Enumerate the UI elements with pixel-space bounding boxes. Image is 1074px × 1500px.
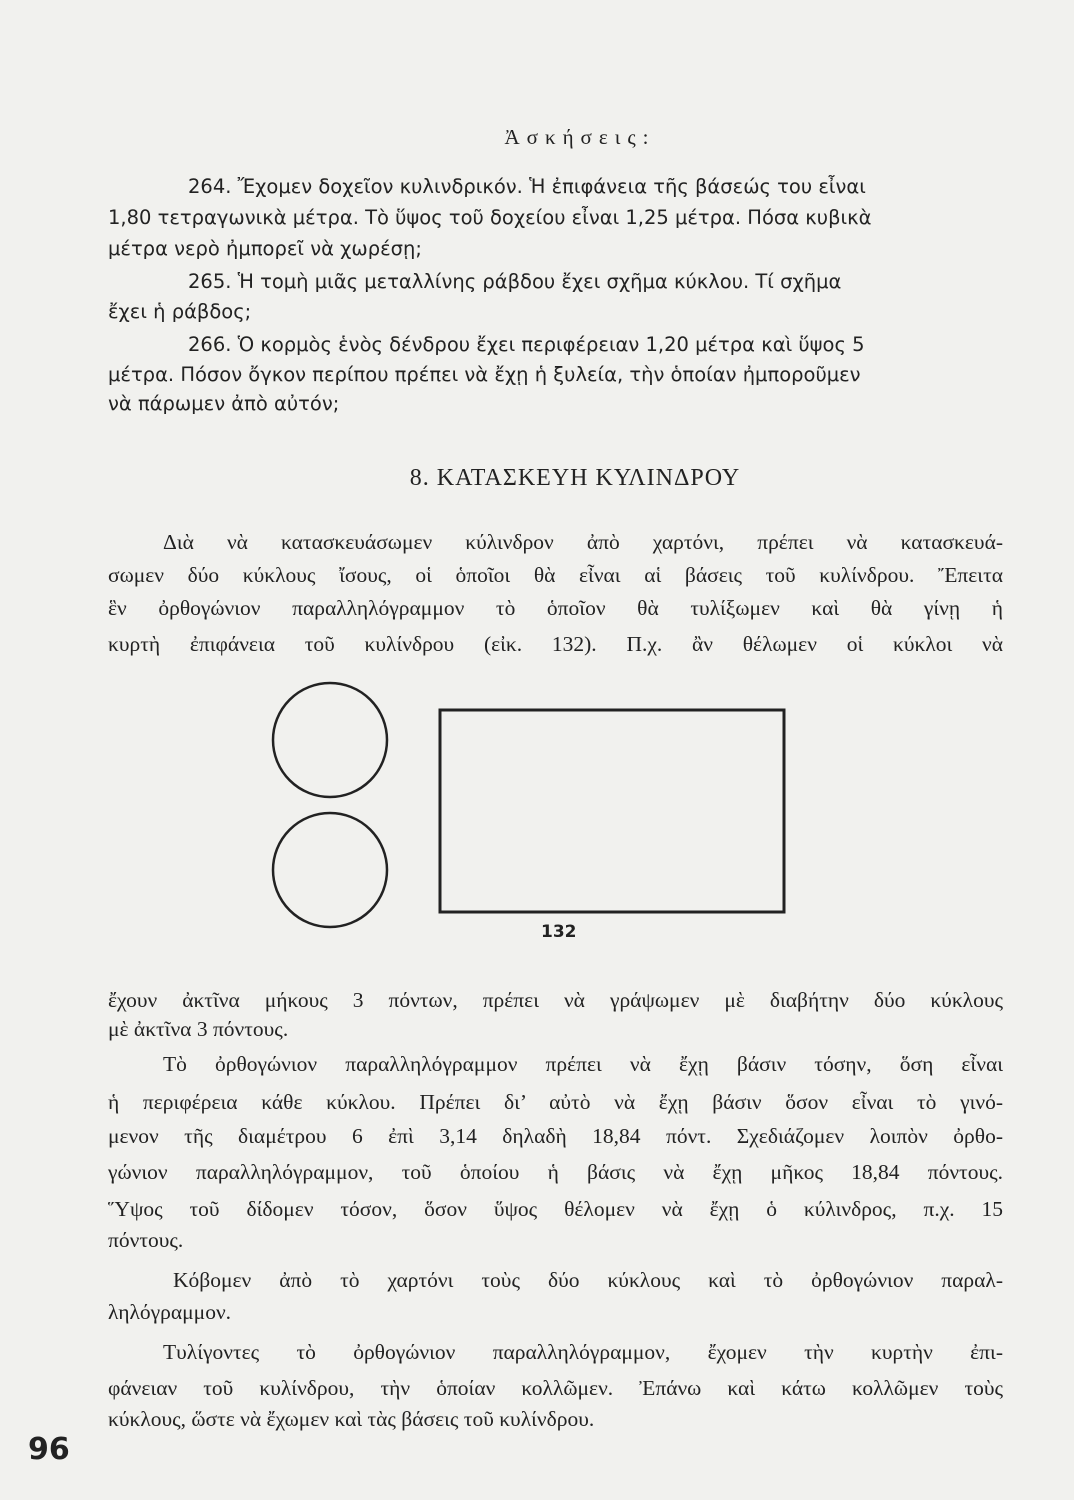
exercise-265-line-2: ἔχει ἡ ράβδος; bbox=[108, 300, 252, 323]
top-base-circle bbox=[273, 683, 387, 797]
intro-line-4: κυρτὴ ἐπιφάνεια τοῦ κυλίνδρου (εἰκ. 132). Π.χ. ἂν θέλωμεν οἱ κύκλοι νὰ bbox=[108, 632, 1003, 656]
exercise-266-line-2: μέτρα. Πόσον ὄγκον περίπου πρέπει νὰ ἔχῃ ἡ ξυλεία, τὴν ὁποίαν ἠμποροῦμεν bbox=[108, 363, 861, 386]
para3-line-1: Κόβομεν ἀπὸ τὸ χαρτόνι τοὺς δύο κύκλους καὶ τὸ ὀρθογώνιον παραλ- bbox=[173, 1268, 1003, 1292]
para3-line-2: ληλόγραμμον. bbox=[108, 1300, 232, 1324]
intro-line-1: Διὰ νὰ κατασκευάσωμεν κύλινδρον ἀπὸ χαρτόνι, πρέπει νὰ κατασκευά- bbox=[163, 530, 1003, 554]
para2-line-6: πόντους. bbox=[108, 1228, 184, 1252]
para4-line-2: φάνειαν τοῦ κυλίνδρου, τὴν ὁποίαν κολλῶμεν. Ἐπάνω καὶ κάτω κολλῶμεν τοὺς bbox=[108, 1376, 1003, 1400]
page-number: 96 bbox=[28, 1432, 70, 1467]
exercise-265-line-1: 265. Ἡ τομὴ μιᾶς μεταλλίνης ράβδου ἔχει σχῆμα κύκλου. Τί σχῆμα bbox=[188, 270, 842, 293]
exercise-264-line-3: μέτρα νερὸ ἠμπορεῖ νὰ χωρέσῃ; bbox=[108, 237, 422, 260]
exercise-264-line-1: 264. Ἔχομεν δοχεῖον κυλινδρικόν. Ἡ ἐπιφάνεια τῆς βάσεώς του εἶναι bbox=[188, 175, 866, 198]
para2-line-2: ἡ περιφέρεια κάθε κύκλου. Πρέπει δι’ αὐτὸ νὰ ἔχῃ βάσιν ὅσον εἶναι τὸ γινό- bbox=[108, 1090, 1003, 1114]
figure-label: 132 bbox=[541, 922, 577, 942]
lateral-surface-rectangle bbox=[440, 710, 784, 912]
intro-line-2: σωμεν δύο κύκλους ἴσους, οἱ ὁποῖοι θὰ εἶναι αἱ βάσεις τοῦ κυλίνδρου. Ἔπειτα bbox=[108, 563, 1003, 587]
exercise-266-line-3: νὰ πάρωμεν ἀπὸ αὐτόν; bbox=[108, 392, 340, 415]
figure-132-cylinder-net bbox=[250, 665, 810, 955]
bottom-base-circle bbox=[273, 813, 387, 927]
exercise-264-line-2: 1,80 τετραγωνικὰ μέτρα. Τὸ ὕψος τοῦ δοχείου εἶναι 1,25 μέτρα. Πόσα κυβικὰ bbox=[108, 206, 872, 229]
para2-line-4: γώνιον παραλληλόγραμμον, τοῦ ὁποίου ἡ βάσις νὰ ἔχῃ μῆκος 18,84 πόντους. bbox=[108, 1160, 1003, 1184]
continuation-line-1: ἔχουν ἀκτῖνα μήκους 3 πόντων, πρέπει νὰ γράψωμεν μὲ διαβήτην δύο κύκλους bbox=[108, 988, 1003, 1012]
para4-line-1: Τυλίγοντες τὸ ὀρθογώνιον παραλληλόγραμμον, ἔχομεν τὴν κυρτὴν ἐπι- bbox=[163, 1340, 1003, 1364]
para4-line-3: κύκλους, ὥστε νὰ ἔχωμεν καὶ τὰς βάσεις τοῦ κυλίνδρου. bbox=[108, 1407, 595, 1431]
section-title: 8. ΚΑΤΑΣΚΕΥΗ ΚΥΛΙΝΔΡΟΥ bbox=[409, 465, 741, 491]
exercise-266-line-1: 266. Ὁ κορμὸς ἑνὸς δένδρου ἔχει περιφέρειαν 1,20 μέτρα καὶ ὕψος 5 bbox=[188, 333, 865, 356]
para2-line-1: Τὸ ὀρθογώνιον παραλληλόγραμμον πρέπει νὰ ἔχῃ βάσιν τόσην, ὅση εἶναι bbox=[163, 1052, 1003, 1076]
exercises-heading: Ἀσκήσεις: bbox=[504, 125, 656, 149]
para2-line-3: μενον τῆς διαμέτρου 6 ἐπὶ 3,14 δηλαδὴ 18,84 πόντ. Σχεδιάζομεν λοιπὸν ὀρθο- bbox=[108, 1124, 1003, 1148]
intro-line-3: ἓν ὀρθογώνιον παραλληλόγραμμον τὸ ὁποῖον θὰ τυλίξωμεν καὶ θὰ γίνῃ ἡ bbox=[108, 596, 1003, 620]
para2-line-5: Ὕψος τοῦ δίδομεν τόσον, ὅσον ὕψος θέλομεν νὰ ἔχῃ ὁ κύλινδρος, π.χ. 15 bbox=[108, 1197, 1003, 1221]
continuation-line-2: μὲ ἀκτῖνα 3 πόντους. bbox=[108, 1017, 289, 1041]
